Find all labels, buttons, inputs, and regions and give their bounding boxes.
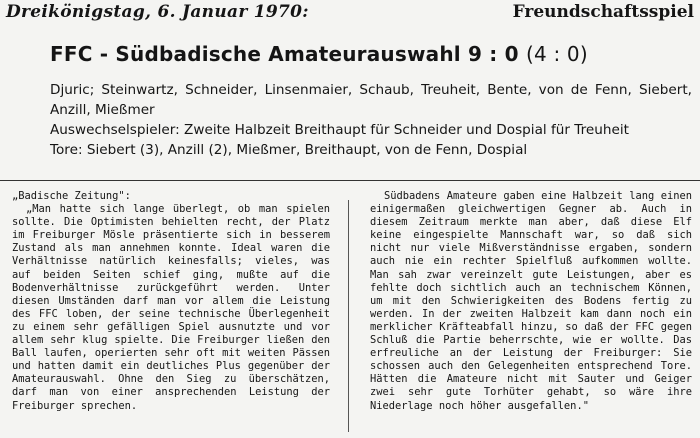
page-header <box>6 2 694 26</box>
match-score: 9 : 0 <box>468 42 519 66</box>
substitutes-line: Auswechselspieler: Zweite Halbzeit Breithaupt für Schneider und Dospial für Treuheit <box>50 122 629 138</box>
match-date: Dreikönigstag, 6. Januar 1970: <box>6 2 309 22</box>
article-right-body: Südbadens Amateure gaben eine Halbzeit lang einen einigermaßen gleichwertigen Gegner ab. Auch in diesem Zeitraum merkte man aber, daß diese Elf keine eingespielte Mannschaft war, so daß sich nicht nur viele Mißverständnisse ergaben, sondern auch nie ein rechter Spielfluß aufkommen wollte. Man sah zwar vereinzelt gute Leistungen, aber es fehlte doch sichtlich auch an technischem Können, um mit den Schwierigkeiten des Bodens fertig zu werden. In der zweiten Halbzeit kam dann noch ein merklicher Kräfteabfall hinzu, so daß der FFC gegen Schluß die Partie beherrschte, wie er wollte. Das erfreuliche an der Leistung der Freiburger: Sie schossen auch den Gelegenheiten entsprechend Tore. Hätten die Amateure nicht mit Sauter und Geiger zwei sehr gute Torhüter gehabt, so wäre ihre Niederlage noch höher ausgefallen." <box>370 190 692 412</box>
article-column-right <box>370 190 692 413</box>
player-lineup: Djuric; Steinwartz, Schneider, Linsenmaier, Schaub, Treuheit, Bente, von de Fenn, Siebert, Anzill, Mießmer <box>50 82 692 118</box>
section-divider <box>0 180 700 181</box>
article-left-body: „Man hatte sich lange überlegt, ob man spielen sollte. Die Optimisten behielten recht, der Platz im Freiburger Mösle präsentierte sich in besserem Zustand als man annehmen konnte. Ideal waren die Verhältnisse natürlich keinesfalls; vieles, was auf beiden Seiten schief ging, mußte auf die Bodenverhältnisse zurückgeführt werden. Unter diesen Umständen darf man vor allem die Leistung des FFC loben, der seine technische Überlegenheit zu einem sehr gefälligen Spiel ausnutzte und vor allem sehr klug spielte. Die Freiburger ließen den Ball laufen, operierten sehr oft mit weiten Pässen und hatten damit ein deutliches Plus gegenüber der Amateurauswahl. Ohne den Sieg zu überschätzen, darf man von einer ansprechenden Leistung der Freiburger sprechen. <box>12 203 330 412</box>
article-column-left <box>12 190 330 413</box>
match-teams: FFC - Südbadische Amateurauswahl <box>50 42 461 66</box>
column-divider <box>348 200 349 432</box>
halftime-score: (4 : 0) <box>525 42 588 66</box>
lineup-block <box>50 80 692 160</box>
match-type: Freundschaftsspiel <box>512 2 694 22</box>
match-result-heading <box>50 42 690 66</box>
goals-line: Tore: Siebert (3), Anzill (2), Mießmer, Breithaupt, von de Fenn, Dospial <box>50 142 528 158</box>
article-source: „Badische Zeitung": <box>12 190 131 202</box>
